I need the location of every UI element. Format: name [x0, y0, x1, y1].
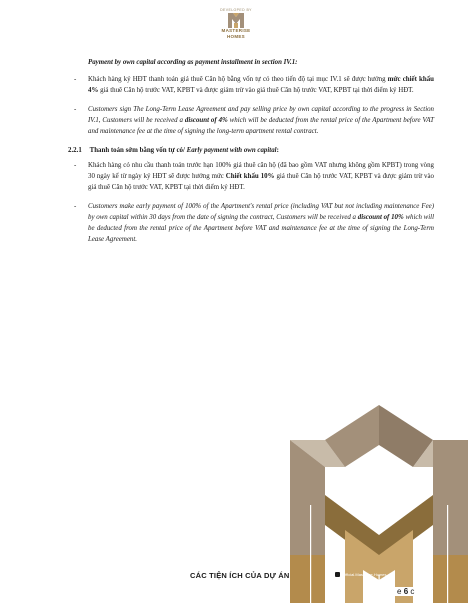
subsection-title	[68, 145, 434, 156]
item-text: Khách hàng ký HĐT thanh toán giá thuê Căn hộ bằng vốn tự có theo tiến độ tại mục IV.1 sẽ được hưởng	[88, 76, 388, 83]
item-text: discount of 4%	[184, 117, 228, 124]
footer-social	[335, 572, 387, 577]
bullet-dash: -	[74, 106, 77, 113]
item-text: Customers sign The Long-Term Lease Agreement and pay selling price by own capital according to the progress in Section IV.1, Customers will be received a	[88, 106, 434, 124]
subsection-number: 2.2.1	[68, 147, 82, 154]
document-body	[68, 57, 435, 253]
bullet-dash: -	[74, 203, 77, 210]
section-title: Payment by own capital according as payment installment in section IV.1:	[88, 59, 298, 66]
item-text: which will be deducted from the rental price of the Apartment before VAT and maintenance fee at the time of signing the long-term apartment rental contract.	[88, 117, 435, 135]
subsection-title-en: Early payment with own capital	[186, 147, 277, 154]
item-text: giá thuê Căn hộ trước VAT, KPBT và được giảm trừ vào giá thuê Căn hộ trước VAT, KPBT tại thời điểm ký HĐT.	[88, 173, 435, 191]
item-text: which will be deducted from the rental price of the Apartment before VAT and maintenance fee at the time of signing the Long-Term Lease Agreement.	[88, 214, 434, 243]
list-item	[74, 104, 434, 137]
list-item	[74, 201, 434, 245]
subsection-title-end: :	[276, 147, 279, 154]
developed-by-label: DEVELOPED BY	[220, 8, 252, 12]
page-suffix: c	[410, 587, 415, 596]
item-text: mức chiết khấu 4%	[88, 76, 434, 94]
item-text: discount of 10%	[357, 214, 404, 221]
subsection-list	[74, 160, 434, 245]
bullet-dash: -	[74, 162, 77, 169]
footer-social-handle: /Official.Masterise.Homes	[341, 572, 387, 577]
item-text: giá thuê Căn hộ trước VAT, KPBT và được giảm trừ vào giá thuê Căn hộ trước VAT, KPBT tại thời điểm ký HĐT.	[98, 87, 414, 94]
item-text: Khách hàng có nhu cầu thanh toán trước hạn 100% giá thuê căn hộ (đã bao gồm VAT nhưng không gồm KPBT) trong vòng 30 ngày kể từ ngày ký HĐT sẽ được hưởng mức	[88, 162, 434, 180]
bullet-dash: -	[74, 76, 77, 83]
masterise-mark-icon	[228, 13, 244, 28]
page-number	[395, 587, 416, 596]
section-list	[74, 74, 434, 137]
page-prefix: e	[397, 587, 402, 596]
item-text: Customers make early payment of 100% of the Apartment's rental price (including VAT but not including maintenance Fee) by own capital within 30 days from the date of signing the contract, Customers will be received a	[88, 203, 434, 221]
footer-title: CÁC TIỆN ÍCH CỦA DỰ ÁN	[190, 571, 290, 580]
masterise-logo	[212, 8, 260, 40]
subsection-title-vi: Thanh toán sớm bằng vốn tự có/	[89, 147, 187, 154]
list-item	[74, 74, 434, 96]
list-item	[74, 160, 434, 193]
facebook-icon	[335, 572, 340, 577]
page-number-value: 6	[403, 587, 409, 596]
brand-name: MASTERISE HOMES	[221, 28, 251, 39]
item-text: Chiết khấu 10%	[225, 173, 275, 180]
